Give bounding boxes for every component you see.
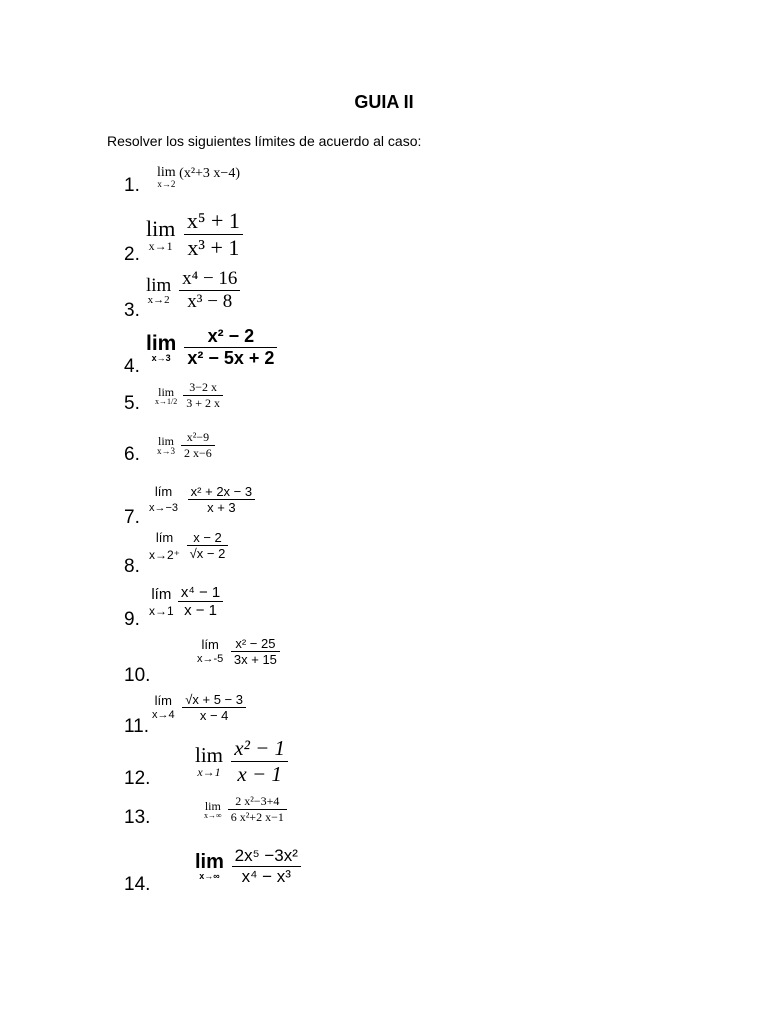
lim-subscript: x→∞ bbox=[204, 810, 222, 820]
denominator: x + 3 bbox=[188, 499, 255, 515]
page-title: GUIA II bbox=[354, 92, 414, 112]
denominator: x² − 5x + 2 bbox=[184, 347, 277, 369]
lim-label: lím bbox=[151, 585, 172, 603]
limit-expression bbox=[149, 584, 223, 619]
expression: (x²+3 x−4) bbox=[179, 166, 240, 181]
denominator: 3x + 15 bbox=[231, 651, 280, 667]
instructions: Resolver los siguientes límites de acuerdo al caso: bbox=[107, 133, 422, 149]
item-number: 4. bbox=[124, 356, 140, 377]
lim-label: lim bbox=[204, 798, 221, 813]
lim-subscript: x→-5 bbox=[197, 653, 224, 665]
numerator: x⁴ − 16 bbox=[182, 268, 238, 289]
limit-expression bbox=[152, 692, 246, 723]
limit-expression bbox=[146, 208, 243, 261]
numerator: 2x⁵ −3x² bbox=[234, 846, 298, 865]
limit-expression bbox=[146, 268, 240, 313]
item-number: 12. bbox=[124, 768, 151, 789]
item-number: 3. bbox=[124, 300, 140, 321]
numerator: √x + 5 − 3 bbox=[185, 692, 243, 707]
denominator: x⁴ − x³ bbox=[232, 866, 301, 887]
numerator: x⁵ + 1 bbox=[186, 208, 240, 233]
lim-subscript: x→1 bbox=[149, 603, 174, 618]
lim-label: lím bbox=[154, 693, 172, 708]
item-number: 1. bbox=[124, 175, 140, 196]
lim-subscript: x→3 bbox=[151, 352, 171, 363]
lim-label: lim bbox=[157, 165, 176, 180]
numerator: x² + 2x − 3 bbox=[190, 484, 253, 499]
limit-expression bbox=[149, 484, 255, 515]
item-number: 6. bbox=[124, 444, 140, 465]
item-number: 14. bbox=[124, 874, 151, 895]
lim-label: lim bbox=[195, 743, 224, 767]
limit-expression bbox=[204, 794, 287, 825]
lim-subscript: x→2 bbox=[147, 293, 170, 306]
lim-label: lim bbox=[157, 434, 174, 448]
numerator: x⁴ − 1 bbox=[180, 584, 221, 601]
item-number: 7. bbox=[124, 507, 140, 528]
numerator: x² − 25 bbox=[235, 636, 276, 651]
denominator: x³ − 8 bbox=[179, 290, 240, 313]
lim-subscript: x→1 bbox=[197, 765, 221, 779]
lim-label: lim bbox=[158, 384, 175, 399]
limit-expression bbox=[195, 846, 301, 887]
lim-subscript: x→1/2 bbox=[155, 396, 178, 406]
lim-label: lim bbox=[146, 215, 176, 241]
lim-label: lím bbox=[201, 637, 219, 652]
numerator: x² − 1 bbox=[234, 736, 286, 760]
item-number: 10. bbox=[124, 665, 151, 686]
limit-expression bbox=[146, 326, 277, 369]
lim-subscript: x→2 bbox=[157, 179, 176, 189]
limit-expression bbox=[157, 166, 240, 189]
lim-subscript: x→3 bbox=[157, 446, 175, 456]
numerator: 3−2 x bbox=[189, 380, 218, 394]
item-number: 8. bbox=[124, 556, 140, 577]
denominator: 2 x−6 bbox=[181, 445, 215, 461]
lim-label: lím bbox=[155, 529, 174, 545]
limit-expression bbox=[155, 380, 223, 411]
lim-label: lím bbox=[154, 484, 173, 499]
limit-expression bbox=[195, 736, 288, 787]
denominator: 3 + 2 x bbox=[183, 395, 223, 411]
item-number: 5. bbox=[124, 393, 140, 414]
lim-label: lim bbox=[146, 274, 172, 296]
item-number: 9. bbox=[124, 609, 140, 630]
limit-expression bbox=[157, 430, 215, 461]
lim-subscript: x→1 bbox=[148, 238, 173, 253]
lim-subscript: x→∞ bbox=[199, 871, 220, 881]
denominator: x³ + 1 bbox=[184, 234, 243, 261]
limit-expression bbox=[149, 530, 228, 561]
denominator: x − 1 bbox=[178, 601, 223, 619]
lim-label: lim bbox=[195, 851, 224, 873]
denominator: 6 x²+2 x−1 bbox=[228, 809, 287, 825]
numerator: 2 x²−3+4 bbox=[235, 794, 280, 808]
lim-subscript: x→4 bbox=[152, 709, 175, 721]
denominator: √x − 2 bbox=[187, 545, 229, 561]
lim-subscript: x→2⁺ bbox=[149, 547, 181, 562]
numerator: x − 2 bbox=[193, 530, 222, 545]
item-number: 11. bbox=[124, 716, 150, 737]
denominator: x − 1 bbox=[231, 761, 288, 787]
limit-expression bbox=[197, 636, 280, 667]
numerator: x²−9 bbox=[186, 430, 210, 444]
denominator: x − 4 bbox=[182, 707, 246, 723]
numerator: x² − 2 bbox=[207, 326, 255, 346]
lim-subscript: x→−3 bbox=[149, 502, 179, 514]
lim-label: lim bbox=[146, 331, 177, 355]
item-number: 2. bbox=[124, 244, 140, 265]
item-number: 13. bbox=[124, 807, 151, 828]
